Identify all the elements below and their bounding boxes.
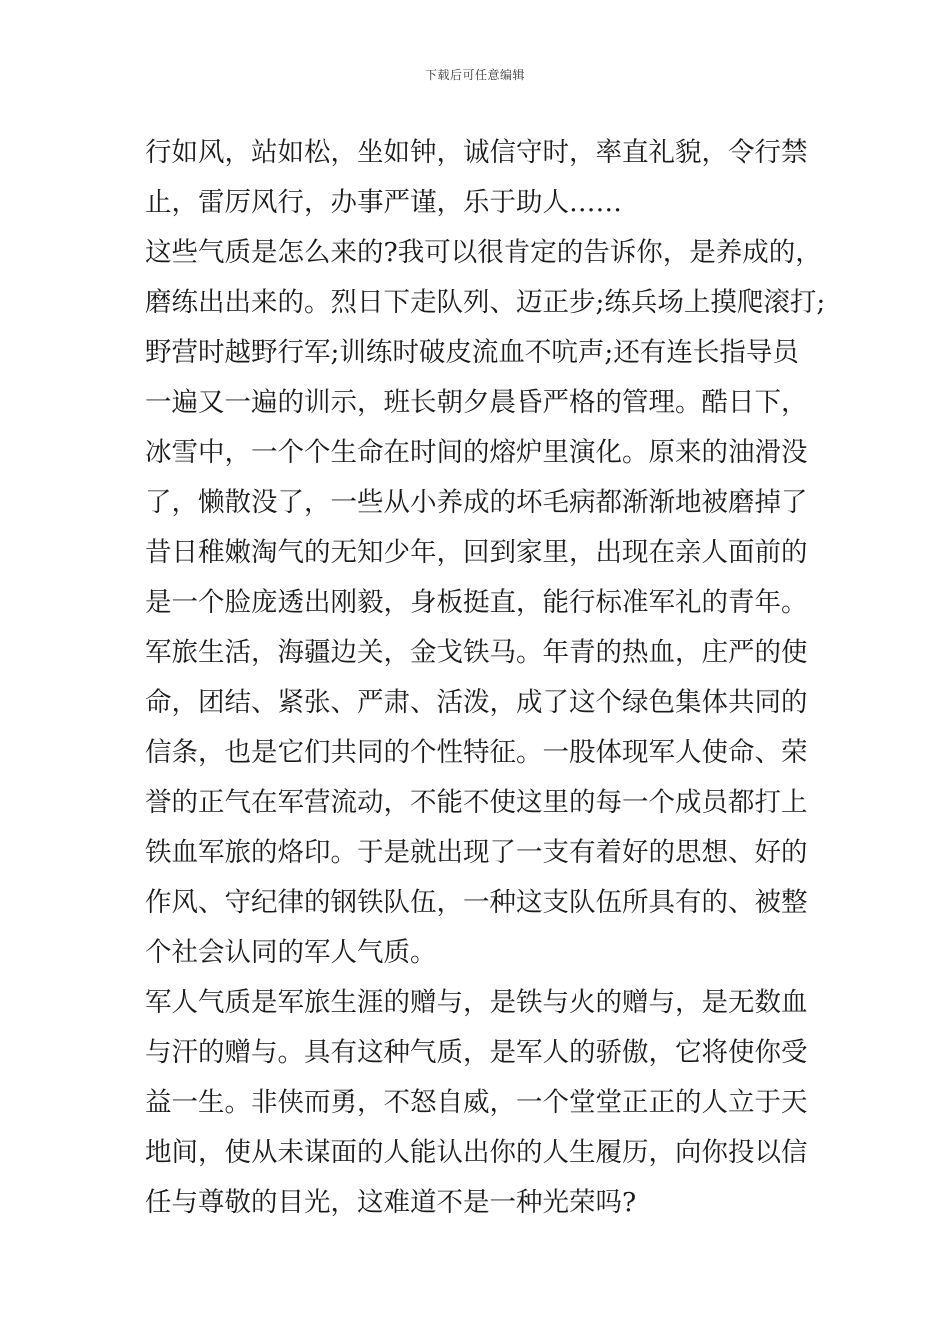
- paragraph-3: [145, 628, 817, 978]
- text-line: 益一生。非侠而勇，不怒自威，一个堂堂正正的人立于天: [145, 1087, 808, 1118]
- text-line: 任与尊敬的目光，这难道不是一种光荣吗?: [145, 1187, 637, 1218]
- text-line: 军人气质是军旅生涯的赠与，是铁与火的赠与，是无数血: [145, 987, 808, 1018]
- text-line: 命，团结、紧张、严肃、活泼，成了这个绿色集体共同的: [145, 687, 808, 718]
- text-line: 铁血军旅的烙印。于是就出现了一支有着好的思想、好的: [145, 837, 808, 868]
- text-line: 誉的正气在军营流动，不能不使这里的每一个成员都打上: [145, 787, 808, 818]
- text-line: 昔日稚嫩淘气的无知少年，回到家里，出现在亲人面前的: [145, 537, 808, 568]
- text-line: 磨练出出来的。烈日下走队列、迈正步;练兵场上摸爬滚打;: [145, 287, 826, 318]
- paragraph-1: [145, 128, 817, 228]
- text-line: 个社会认同的军人气质。: [145, 937, 437, 968]
- text-line: 一遍又一遍的训示，班长朝夕晨昏严格的管理。酷日下，: [145, 387, 808, 418]
- text-line: 军旅生活，海疆边关，金戈铁马。年青的热血，庄严的使: [145, 637, 808, 668]
- text-line: 与汗的赠与。具有这种气质，是军人的骄傲，它将使你受: [145, 1037, 808, 1068]
- paragraph-4: [145, 978, 817, 1228]
- document-body: [145, 128, 826, 1228]
- text-line: 作风、守纪律的钢铁队伍，一种这支队伍所具有的、被整: [145, 887, 808, 918]
- text-line: 野营时越野行军;训练时破皮流血不吭声;还有连长指导员: [145, 337, 799, 368]
- text-line: 是一个脸庞透出刚毅，身板挺直，能行标准军礼的青年。: [145, 587, 808, 618]
- text-line: 信条，也是它们共同的个性特征。一股体现军人使命、荣: [145, 737, 808, 768]
- paragraph-2: [145, 228, 826, 628]
- page-header: 下载后可任意编辑: [424, 68, 525, 82]
- text-line: 冰雪中，一个个生命在时间的熔炉里演化。原来的油滑没: [145, 437, 808, 468]
- text-line: 行如风，站如松，坐如钟，诚信守时，率直礼貌，令行禁: [145, 137, 808, 168]
- text-line: 了，懒散没了，一些从小养成的坏毛病都渐渐地被磨掉了: [145, 487, 808, 518]
- text-line: 地间，使从未谋面的人能认出你的人生履历，向你投以信: [145, 1137, 808, 1168]
- text-line: 止，雷厉风行，办事严谨，乐于助人……: [145, 187, 622, 218]
- text-line: 这些气质是怎么来的?我可以很肯定的告诉你，是养成的，: [145, 237, 822, 268]
